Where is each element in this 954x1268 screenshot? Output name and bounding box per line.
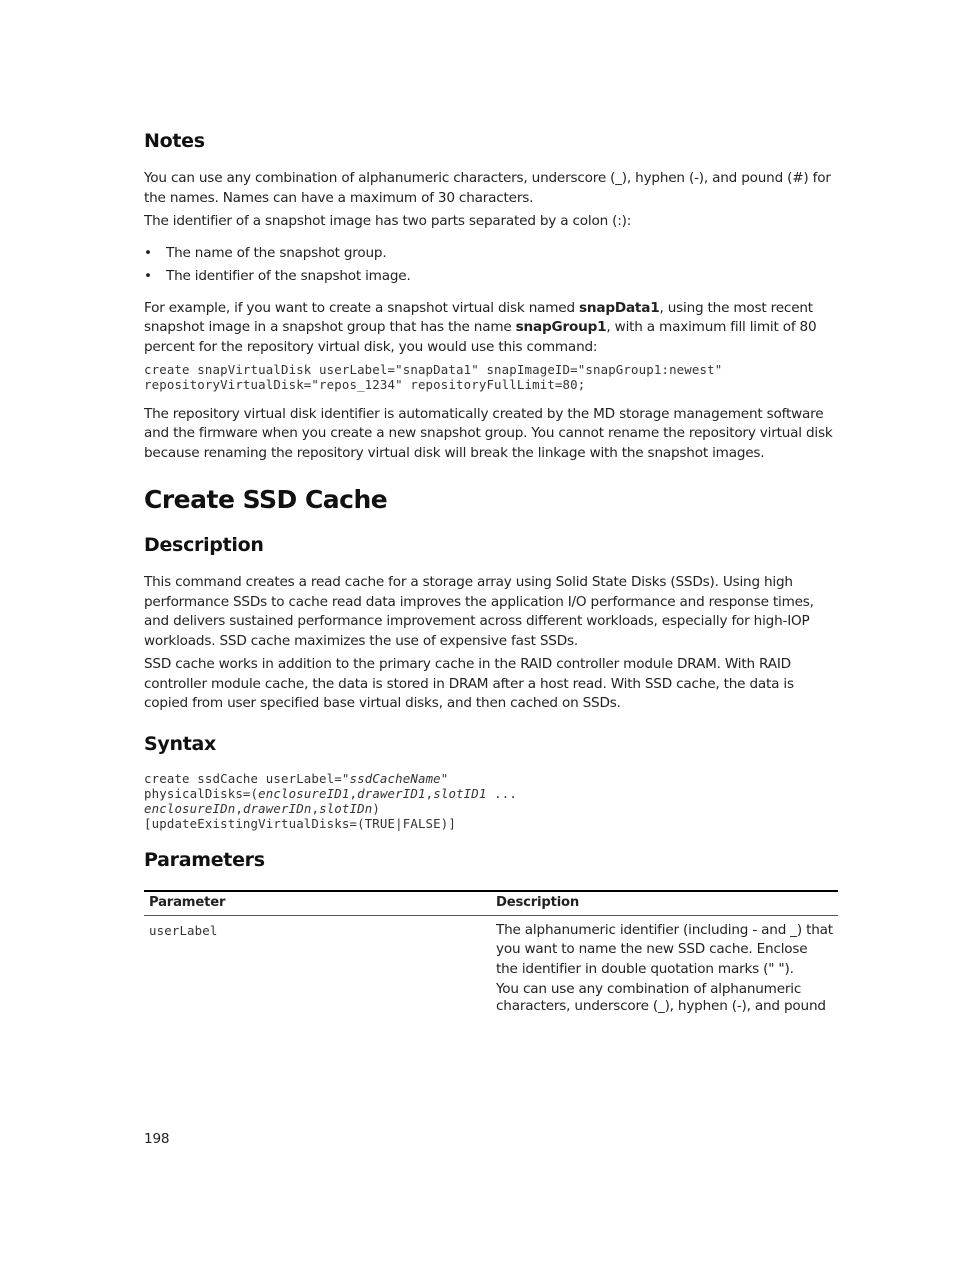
parameters-heading: Parameters	[144, 848, 265, 871]
notes-example-paragraph: For example, if you want to create a snapshot virtual disk named snapData1, using the most recent snapshot image in a snapshot group that has the name snapGroup1, with a maximum fill limit of 80 percent for the repository virtual disk, you would use this command:	[144, 299, 817, 355]
table-row	[144, 915, 838, 1015]
parameter-description: The alphanumeric identifier (including - and _) that you want to name the new SSD cache. Enclose the identifier in double quotation marks (" "). You can use any combination of alphanumeric characters, underscore (_), hyphen (-), and pound	[496, 921, 833, 1015]
list-item: • The identifier of the snapshot image.	[144, 267, 838, 287]
snapgroup-name: snapGroup1	[515, 319, 607, 335]
bullet-icon: •	[144, 268, 152, 284]
notes-repository-paragraph: The repository virtual disk identifier is automatically created by the MD storage management software and the firmware when you create a new snapshot group. You cannot rename the repository virtual disk because renaming the repository virtual disk will break the linkage with the snapshot images.	[144, 405, 833, 461]
notes-paragraph-names: You can use any combination of alphanumeric characters, underscore (_), hyphen (-), and pound (#) for the names. Names can have a maximum of 30 characters.	[144, 170, 831, 206]
page-title: Create SSD Cache	[144, 485, 388, 515]
page-content	[144, 128, 838, 1015]
list-item: • The name of the snapshot group.	[144, 244, 838, 264]
notes-bullet-list	[144, 244, 838, 287]
syntax-line-1: create ssdCache userLabel="ssdCacheName"	[144, 770, 449, 786]
page-number: 198	[144, 1131, 170, 1147]
syntax-code	[144, 771, 838, 832]
description-paragraph-1: This command creates a read cache for a storage array using Solid State Disks (SSDs). Using high performance SSDs to cache read data improves the application I/O performance and response times, and delivers sustained performance improvement across different workloads, especially for high-IOP workloads. SSD cache maximizes the use of expensive fast SSDs.	[144, 574, 814, 649]
notes-heading: Notes	[144, 130, 205, 152]
snapdata-name: snapData1	[579, 299, 660, 316]
notes-paragraph-identifier: The identifier of a snapshot image has two parts separated by a colon (:):	[144, 213, 632, 229]
syntax-line-2: physicalDisks=(enclosureID1,drawerID1,slotID1 ...	[144, 785, 517, 801]
column-header-description: Description	[491, 891, 838, 916]
syntax-heading: Syntax	[144, 732, 216, 755]
parameter-name: userLabel	[149, 922, 218, 938]
table-header-row	[144, 891, 838, 916]
example-command-code: create snapVirtualDisk userLabel="snapData1" snapImageID="snapGroup1:newest" repositoryVirtualDisk="repos_1234" repositoryFullLimit=80;	[144, 362, 723, 393]
bullet-icon: •	[144, 244, 152, 261]
parameters-table	[144, 890, 838, 1016]
syntax-line-3: enclosureIDn,drawerIDn,slotIDn)	[144, 801, 380, 817]
description-paragraph-2: SSD cache works in addition to the primary cache in the RAID controller module DRAM. With RAID controller module cache, the data is stored in DRAM after a host read. With SSD cache, the data is copied from user specified base virtual disks, and then cached on SSDs.	[144, 656, 794, 712]
column-header-parameter: Parameter	[144, 891, 491, 916]
description-heading: Description	[144, 534, 264, 557]
syntax-line-4: [updateExistingVirtualDisks=(TRUE|FALSE)]	[144, 816, 457, 832]
